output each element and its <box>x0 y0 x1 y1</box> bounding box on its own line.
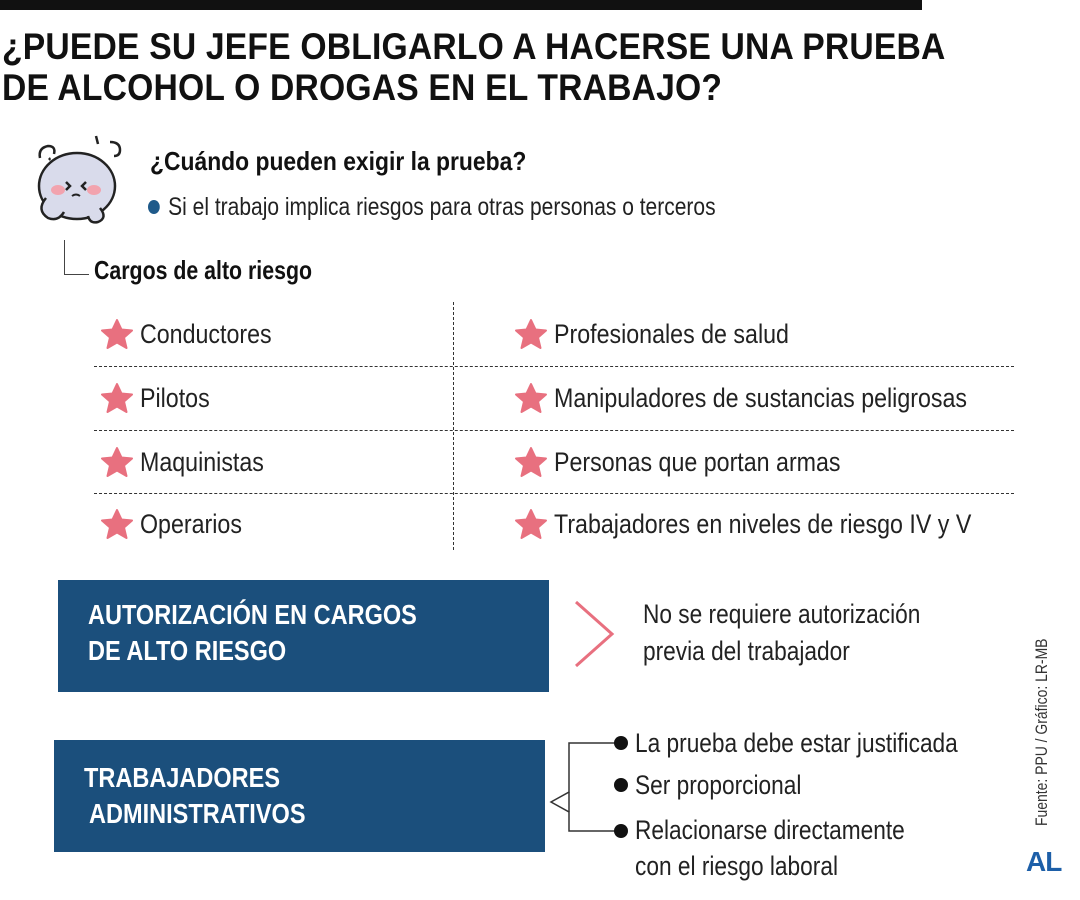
role-item <box>514 318 827 350</box>
role-item <box>100 508 259 540</box>
authorization-note <box>643 596 920 670</box>
bullet-dot-icon <box>148 200 160 214</box>
authorization-note-line-1: No se requiere autorización <box>643 599 921 629</box>
requirement-text-line-2: con el riesgo laboral <box>635 851 838 881</box>
role-item <box>100 318 293 350</box>
star-icon <box>100 382 134 414</box>
role-label: Operarios <box>140 508 242 539</box>
authorization-box <box>58 580 549 692</box>
row-divider <box>94 430 1014 431</box>
star-icon <box>100 318 134 350</box>
row-divider <box>94 493 1014 494</box>
admin-box-line-2: ADMINISTRATIVOS <box>89 798 306 829</box>
requirement-text: Ser proporcional <box>635 770 802 800</box>
role-label: Conductores <box>140 318 272 349</box>
requirement-text: La prueba debe estar justificada <box>635 728 958 758</box>
source-credit: Fuente: PPU / Gráfico: LR-MB <box>1032 638 1051 826</box>
role-label: Personas que portan armas <box>554 446 841 477</box>
admin-workers-box <box>54 740 545 852</box>
top-rule <box>0 0 922 10</box>
star-icon <box>514 382 548 414</box>
chevron-right-icon <box>572 598 616 670</box>
role-label: Trabajadores en niveles de riesgo IV y V <box>554 508 972 539</box>
admin-box-line-1: TRABAJADORES <box>84 762 281 793</box>
question-heading: ¿Cuándo pueden exigir la prueba? <box>150 146 527 176</box>
star-icon <box>514 446 548 478</box>
authorization-line-2: DE ALTO RIESGO <box>88 635 287 666</box>
authorization-line-1: AUTORIZACIÓN EN CARGOS <box>88 599 417 630</box>
requirement-text-line-1: Relacionarse directamente <box>635 815 905 845</box>
bullet-dot-icon <box>614 736 628 750</box>
role-item <box>100 382 221 414</box>
role-label: Profesionales de salud <box>554 318 789 349</box>
requirement-item <box>635 725 1019 761</box>
role-item <box>514 446 887 478</box>
bullet-dot-icon <box>614 824 628 838</box>
bullet-dot-icon <box>614 778 628 792</box>
section-title: Cargos de alto riesgo <box>94 255 312 285</box>
title-line-2: DE ALCOHOL O DROGAS EN EL TRABAJO? <box>2 67 723 108</box>
tree-connector <box>64 240 89 275</box>
row-divider <box>94 366 1014 367</box>
role-item <box>514 382 1034 414</box>
condition-text: Si el trabajo implica riesgos para otras personas o terceros <box>168 193 716 221</box>
requirement-item <box>635 767 833 803</box>
authorization-note-line-2: previa del trabajador <box>643 636 850 666</box>
publisher-logo: AL <box>1026 846 1062 877</box>
condition-item <box>148 193 716 222</box>
role-item <box>514 508 1039 540</box>
title-line-1: ¿PUEDE SU JEFE OBLIGARLO A HACERSE UNA PRUEBA <box>2 26 946 67</box>
role-label: Maquinistas <box>140 446 264 477</box>
worried-mascot-icon <box>22 128 132 228</box>
page-title <box>2 26 946 108</box>
role-label: Manipuladores de sustancias peligrosas <box>554 382 968 413</box>
star-icon <box>100 446 134 478</box>
role-label: Pilotos <box>140 382 210 413</box>
role-item <box>100 446 284 478</box>
star-icon <box>514 318 548 350</box>
column-divider <box>453 302 454 550</box>
star-icon <box>514 508 548 540</box>
requirement-item <box>635 812 956 884</box>
star-icon <box>100 508 134 540</box>
